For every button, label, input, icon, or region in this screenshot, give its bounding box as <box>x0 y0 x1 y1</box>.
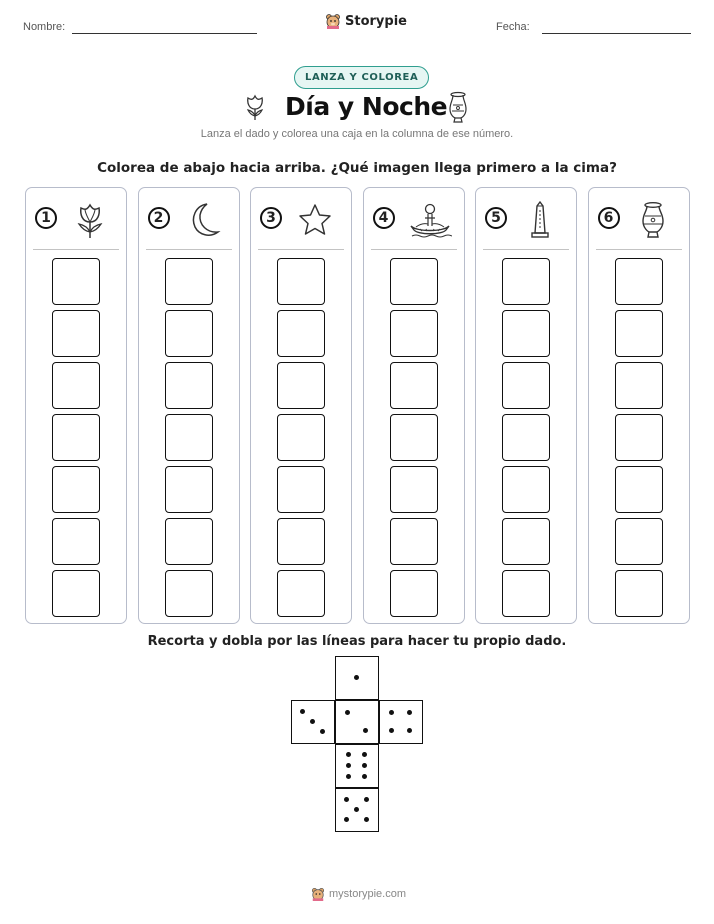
color-box[interactable] <box>52 518 100 565</box>
die-pip <box>354 807 359 812</box>
color-box[interactable] <box>277 362 325 409</box>
die-face-3 <box>291 700 335 744</box>
color-box[interactable] <box>502 570 550 617</box>
instruction: Colorea de abajo hacia arriba. ¿Qué imagen llega primero a la cima? <box>97 160 617 176</box>
die-face-2 <box>335 700 379 744</box>
date-line[interactable] <box>542 33 691 34</box>
die-pip <box>363 728 368 733</box>
die-pip <box>362 774 367 779</box>
color-box[interactable] <box>390 518 438 565</box>
column-header <box>26 188 126 248</box>
column-2 <box>138 187 240 624</box>
column-header <box>139 188 239 248</box>
column-number: 6 <box>598 207 620 229</box>
die-face-5 <box>335 788 379 832</box>
column-6 <box>588 187 690 624</box>
color-box[interactable] <box>277 258 325 305</box>
footer <box>311 887 406 901</box>
die-pip <box>407 710 412 715</box>
color-box[interactable] <box>52 310 100 357</box>
color-box[interactable] <box>52 414 100 461</box>
color-box[interactable] <box>277 466 325 513</box>
die-pip <box>389 710 394 715</box>
die-face-4 <box>379 700 423 744</box>
die-pip <box>344 817 349 822</box>
die-pip <box>346 774 351 779</box>
color-box[interactable] <box>502 466 550 513</box>
color-box[interactable] <box>615 518 663 565</box>
color-box[interactable] <box>390 310 438 357</box>
column-number: 1 <box>35 207 57 229</box>
bear-mascot-icon <box>311 887 325 901</box>
color-box[interactable] <box>165 570 213 617</box>
color-box[interactable] <box>390 362 438 409</box>
column-header <box>364 188 464 248</box>
column-5 <box>475 187 577 624</box>
column-3 <box>250 187 352 624</box>
color-box[interactable] <box>277 518 325 565</box>
color-box[interactable] <box>615 466 663 513</box>
color-box[interactable] <box>277 310 325 357</box>
color-box[interactable] <box>390 414 438 461</box>
star-icon <box>295 200 335 240</box>
column-divider <box>483 249 569 250</box>
name-line[interactable] <box>72 33 257 34</box>
die-face-1 <box>335 656 379 700</box>
column-number: 5 <box>485 207 507 229</box>
boat-icon <box>408 200 448 240</box>
die-pip <box>346 763 351 768</box>
column-1 <box>25 187 127 624</box>
die-instruction: Recorta y dobla por las líneas para hacer tu propio dado. <box>147 634 567 649</box>
column-4 <box>363 187 465 624</box>
die-pip <box>310 719 315 724</box>
moon-icon <box>183 200 223 240</box>
color-box[interactable] <box>502 518 550 565</box>
flower-icon <box>243 93 267 121</box>
color-box[interactable] <box>502 362 550 409</box>
die-pip <box>364 797 369 802</box>
column-header <box>476 188 576 248</box>
die-face-6 <box>335 744 379 788</box>
column-divider <box>371 249 457 250</box>
color-box[interactable] <box>390 466 438 513</box>
column-divider <box>146 249 232 250</box>
obelisk-icon <box>520 200 560 240</box>
die-pip <box>346 752 351 757</box>
column-divider <box>33 249 119 250</box>
die-pip <box>345 710 350 715</box>
die-pip <box>354 675 359 680</box>
color-box[interactable] <box>615 414 663 461</box>
color-box[interactable] <box>390 258 438 305</box>
page-title: Día y Noche <box>285 92 448 121</box>
color-box[interactable] <box>277 414 325 461</box>
color-box[interactable] <box>52 570 100 617</box>
color-box[interactable] <box>52 466 100 513</box>
color-box[interactable] <box>502 310 550 357</box>
die-pip <box>364 817 369 822</box>
die-pip <box>362 763 367 768</box>
color-box[interactable] <box>615 310 663 357</box>
brand-logo <box>325 13 407 29</box>
color-box[interactable] <box>52 258 100 305</box>
subtitle: Lanza el dado y colorea una caja en la columna de ese número. <box>200 128 514 140</box>
bear-mascot-icon <box>325 13 341 29</box>
die-pip <box>344 797 349 802</box>
brand-name: Storypie <box>345 13 407 29</box>
column-header <box>251 188 351 248</box>
color-box[interactable] <box>165 258 213 305</box>
column-divider <box>596 249 682 250</box>
color-box[interactable] <box>165 362 213 409</box>
date-label: Fecha: <box>496 21 530 33</box>
name-label: Nombre: <box>23 21 66 33</box>
flower-icon <box>70 200 110 240</box>
color-box[interactable] <box>165 414 213 461</box>
die-pip <box>320 729 325 734</box>
color-box[interactable] <box>165 466 213 513</box>
die-pip <box>389 728 394 733</box>
column-divider <box>258 249 344 250</box>
die-pip <box>300 709 305 714</box>
column-header <box>589 188 689 248</box>
color-box[interactable] <box>52 362 100 409</box>
color-box[interactable] <box>502 414 550 461</box>
column-number: 2 <box>148 207 170 229</box>
column-number: 3 <box>260 207 282 229</box>
color-box[interactable] <box>615 570 663 617</box>
activity-badge: LANZA Y COLOREA <box>294 66 429 89</box>
color-box[interactable] <box>615 258 663 305</box>
footer-url: mystorypie.com <box>329 888 407 900</box>
color-box[interactable] <box>390 570 438 617</box>
color-box[interactable] <box>165 310 213 357</box>
color-box[interactable] <box>615 362 663 409</box>
die-pip <box>362 752 367 757</box>
color-box[interactable] <box>165 518 213 565</box>
color-box[interactable] <box>502 258 550 305</box>
color-box[interactable] <box>277 570 325 617</box>
vase-icon <box>447 91 469 123</box>
column-number: 4 <box>373 207 395 229</box>
vase-icon <box>633 200 673 240</box>
die-pip <box>407 728 412 733</box>
